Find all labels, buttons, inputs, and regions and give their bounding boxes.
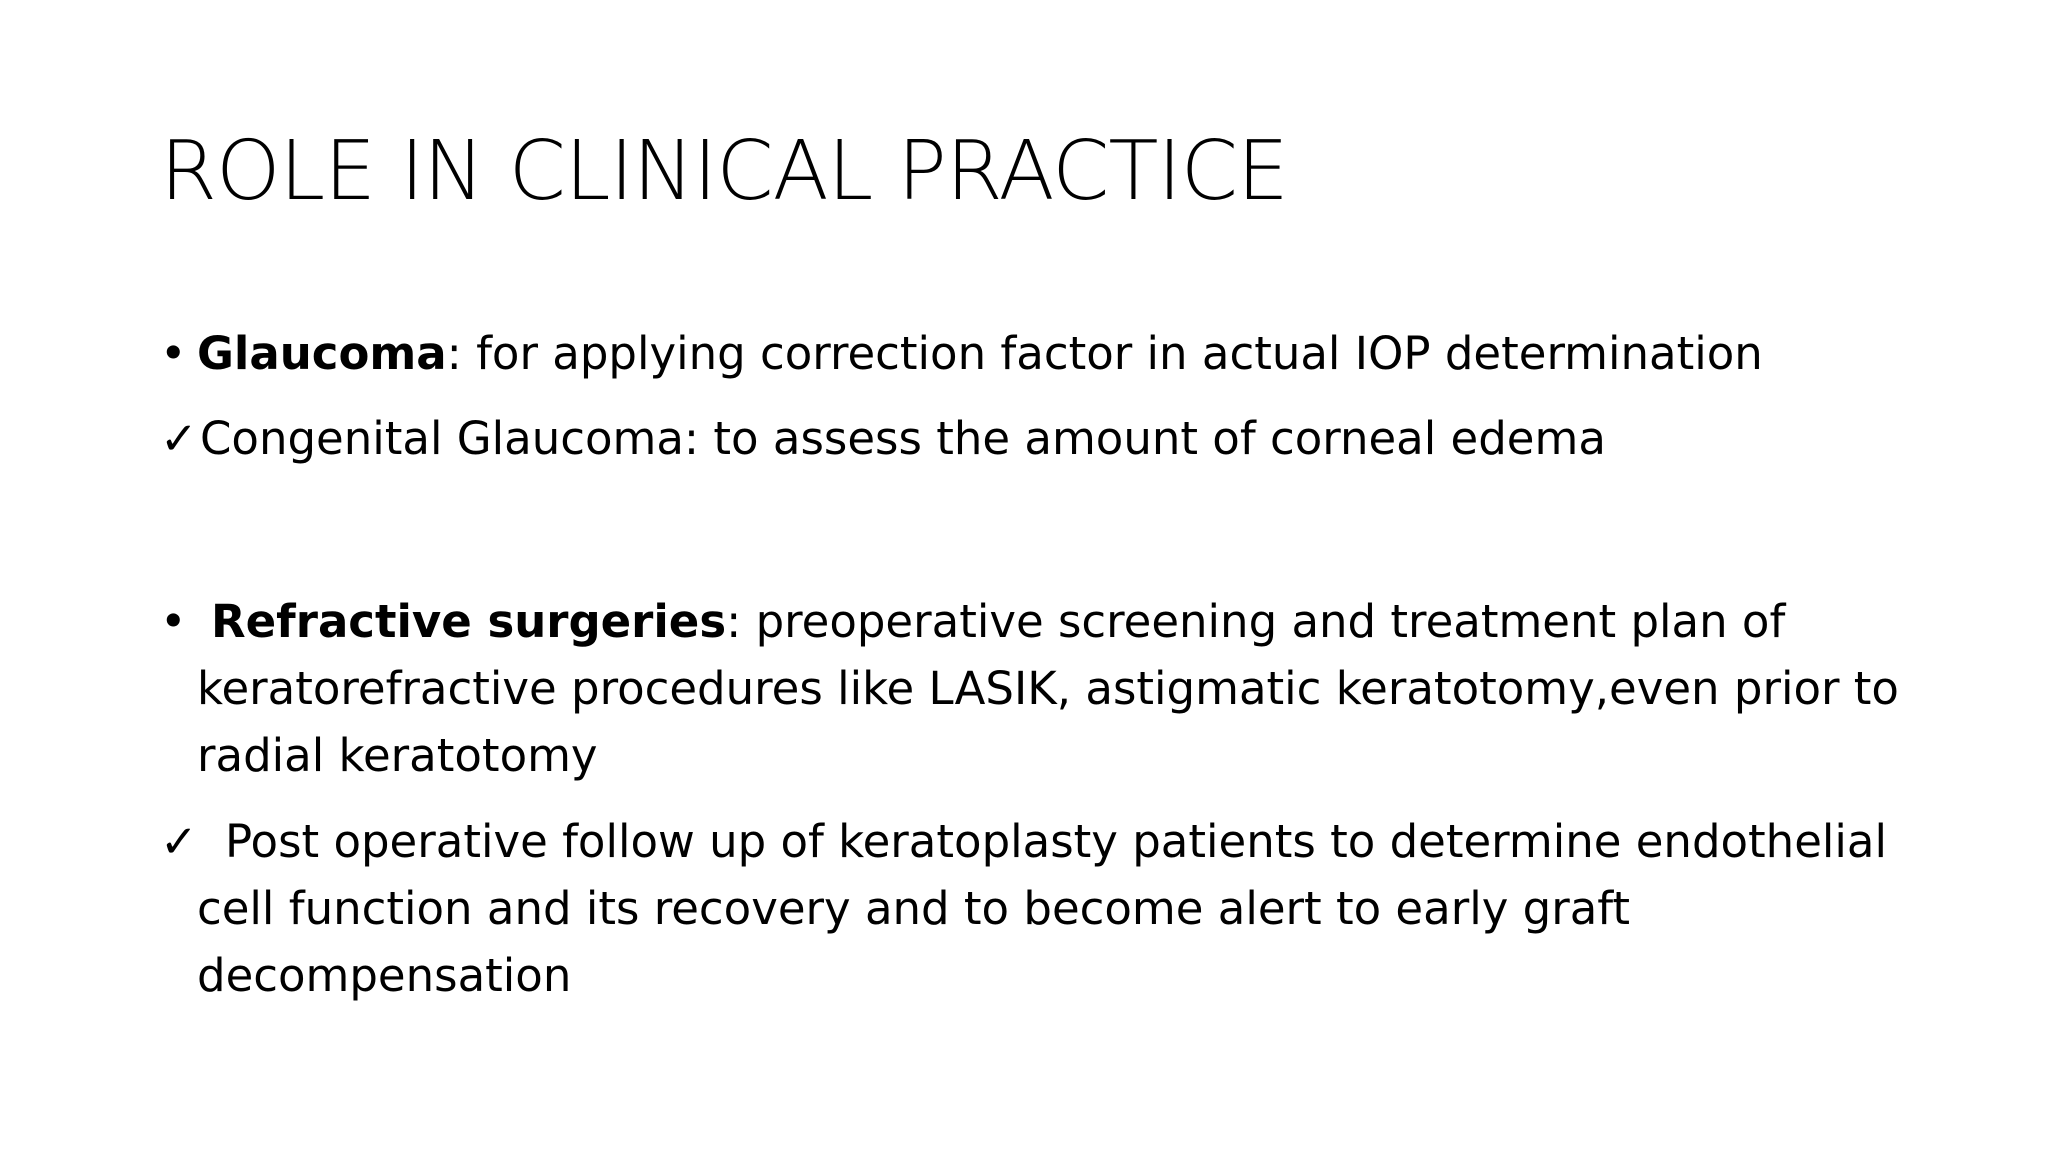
checkmark-icon: ✓ [160, 412, 198, 465]
bullet-item-glaucoma [160, 320, 1940, 387]
check-item-post-operative [160, 808, 1940, 1009]
checkmark-icon: ✓ [160, 815, 198, 868]
bullet-text [197, 320, 1940, 387]
check-item-congenital-glaucoma [160, 405, 1940, 472]
bullet-bold-term: Refractive surgeries [211, 595, 727, 648]
check-item-description: Post operative follow up of keratoplasty patients to determine endothelial cell function and its recovery and to become alert to early graft decompensation [197, 815, 1887, 1002]
bullet-item-refractive-surgeries [160, 588, 1940, 789]
bullet-icon: • [160, 595, 187, 648]
check-item-text [197, 808, 1940, 1009]
bullet-icon: • [160, 327, 187, 380]
slide-title: ROLE IN CLINICAL PRACTICE [160, 124, 1288, 219]
bullet-description: : for applying correction factor in actual IOP determination [446, 327, 1763, 380]
bullet-description: : preoperative screening and treatment plan of keratorefractive procedures like LASIK, astigmatic keratotomy,even prior to radial keratotomy [197, 595, 1899, 782]
check-item-text: Congenital Glaucoma: to assess the amount of corneal edema [200, 412, 1606, 465]
bullet-bold-term: Glaucoma [197, 327, 447, 380]
bullet-text [197, 588, 1940, 789]
